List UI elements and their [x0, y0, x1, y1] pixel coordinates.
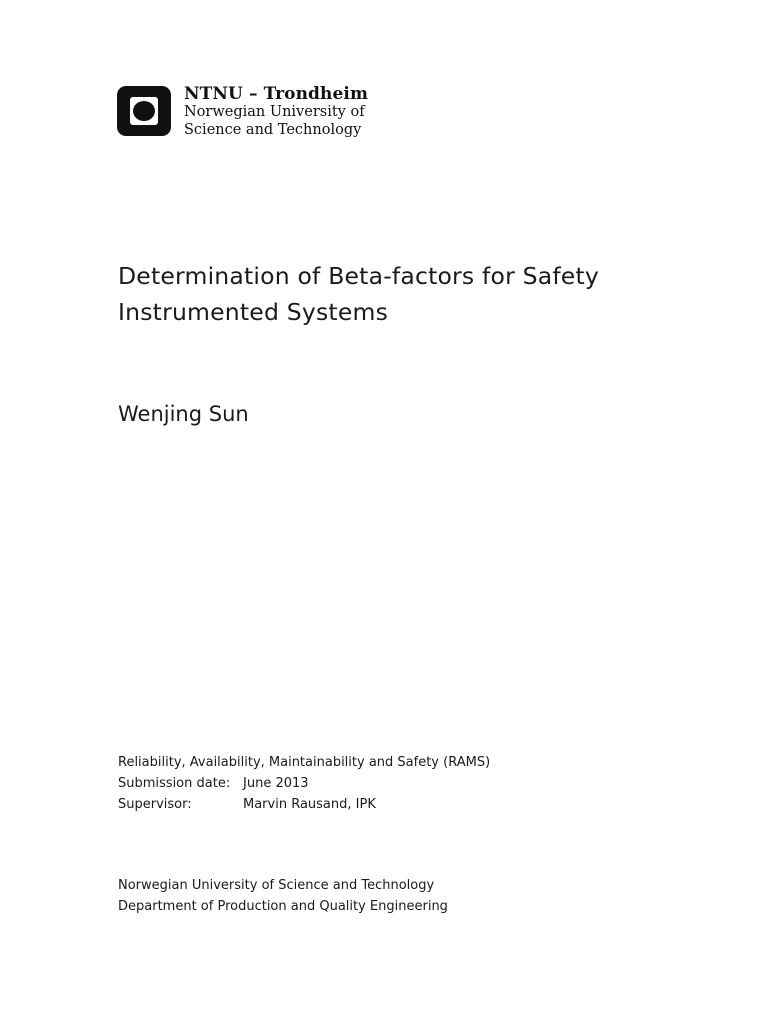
submission-date: June 2013	[243, 776, 309, 791]
submission-row	[118, 773, 490, 794]
logo-wordmark	[184, 86, 368, 139]
ntnu-logo-icon	[117, 86, 171, 136]
logo-line-institution: NTNU – Trondheim	[184, 84, 369, 104]
programme-name: Reliability, Availability, Maintainability and Safety (RAMS)	[118, 755, 491, 770]
supervisor-row	[118, 794, 490, 815]
department-name: Department of Production and Quality Engineering	[118, 899, 448, 914]
document-title: Determination of Beta-factors for Safety Instrumented Systems	[118, 262, 599, 326]
author-name: Wenjing Sun	[118, 402, 249, 426]
programme-row	[118, 752, 490, 773]
university-logo	[117, 86, 368, 139]
supervisor-name: Marvin Rausand, IPK	[243, 797, 376, 812]
thesis-details	[118, 752, 490, 815]
submission-label: Submission date:	[118, 776, 231, 791]
logo-line-university: Norwegian University of	[184, 104, 365, 120]
institution-name: Norwegian University of Science and Technology	[118, 878, 435, 893]
institution-block	[118, 875, 448, 917]
supervisor-label: Supervisor:	[118, 797, 192, 812]
logo-line-science: Science and Technology	[184, 122, 362, 138]
